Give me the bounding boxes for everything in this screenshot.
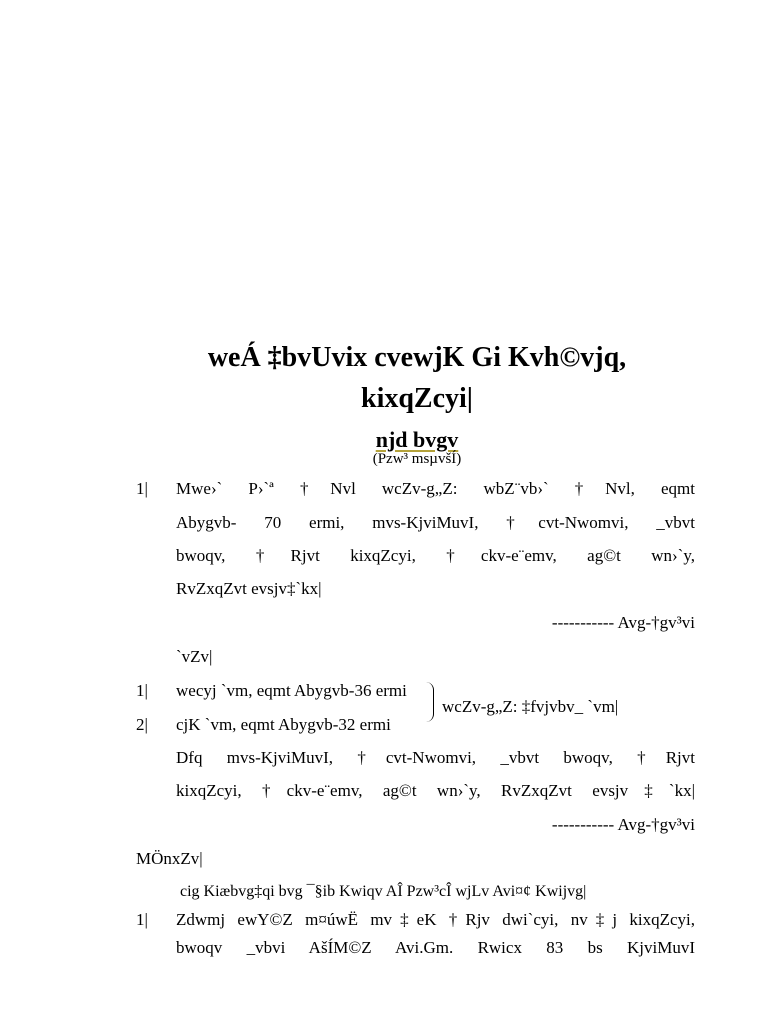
section2-item1-number: 1| <box>136 681 148 700</box>
section2-item2-number: 2| <box>136 715 148 734</box>
section1-line2: Abygvb- 70 ermi, mvs-KjviMuvI, †cvt-Nwomvi, _vbvt <box>176 513 695 532</box>
section1-number: 1| <box>136 479 148 498</box>
section2-item1-text: wecyj `vm, eqmt Abygvb-36 ermi <box>176 681 407 700</box>
section3-intro: cig Kiæbvg‡qi bvg ¯§ib Kwiqv AÎ Pzw³cÎ wjLv Avi¤¢ Kwijvg| <box>180 883 587 900</box>
section3-line2: bwoqv _vbvi AšÍM©Z Avi.Gm. Rwicx 83 bs KjviMuvI <box>176 938 695 957</box>
notice-subheading: (Pzw³ msµvšÍ) <box>372 451 462 467</box>
section2-role: MÖnxZv| <box>136 849 203 868</box>
section2-brace-text: wcZv-g„Z: ‡fvjvbv_ `vm| <box>442 697 619 716</box>
section2-line1: Dfq mvs-KjviMuvI, †cvt-Nwomvi, _vbvt bwoqv, †Rjvt <box>176 748 695 767</box>
section2-item2-text: cjK `vm, eqmt Abygvb-32 ermi <box>176 715 391 734</box>
section1-signature: ----------- Avg-†gv³vi <box>551 613 695 632</box>
section3-line1: Zdwmj ewY©Z m¤úwË mv‡eK †Rjv dwi`cyi, nv‡j kixqZcyi, <box>176 910 695 929</box>
office-location: kixqZcyi| <box>361 383 473 414</box>
section2-line2: kixqZcyi, †ckv-e¨emv, ag©t wn›`y, RvZxqZvt evsjv‡`kx| <box>176 781 695 800</box>
section1-line1: Mwe›` P›`ª †Nvl wcZv-g„Z: wbZ¨vb›` †Nvl, eqmt <box>176 479 695 498</box>
grouping-brace <box>425 682 434 722</box>
section2-signature: ----------- Avg-†gv³vi <box>551 815 695 834</box>
section1-role: `vZv| <box>176 647 213 666</box>
notice-heading: njd bvgv <box>375 427 459 452</box>
office-title: weÁ ‡bvUvix cvewjK Gi Kvh©vjq, <box>207 342 627 373</box>
section3-number: 1| <box>136 910 148 929</box>
section1-line4: RvZxqZvt evsjv‡`kx| <box>176 579 322 598</box>
section1-line3: bwoqv, †Rjvt kixqZcyi, †ckv-e¨emv, ag©t wn›`y, <box>176 546 695 565</box>
